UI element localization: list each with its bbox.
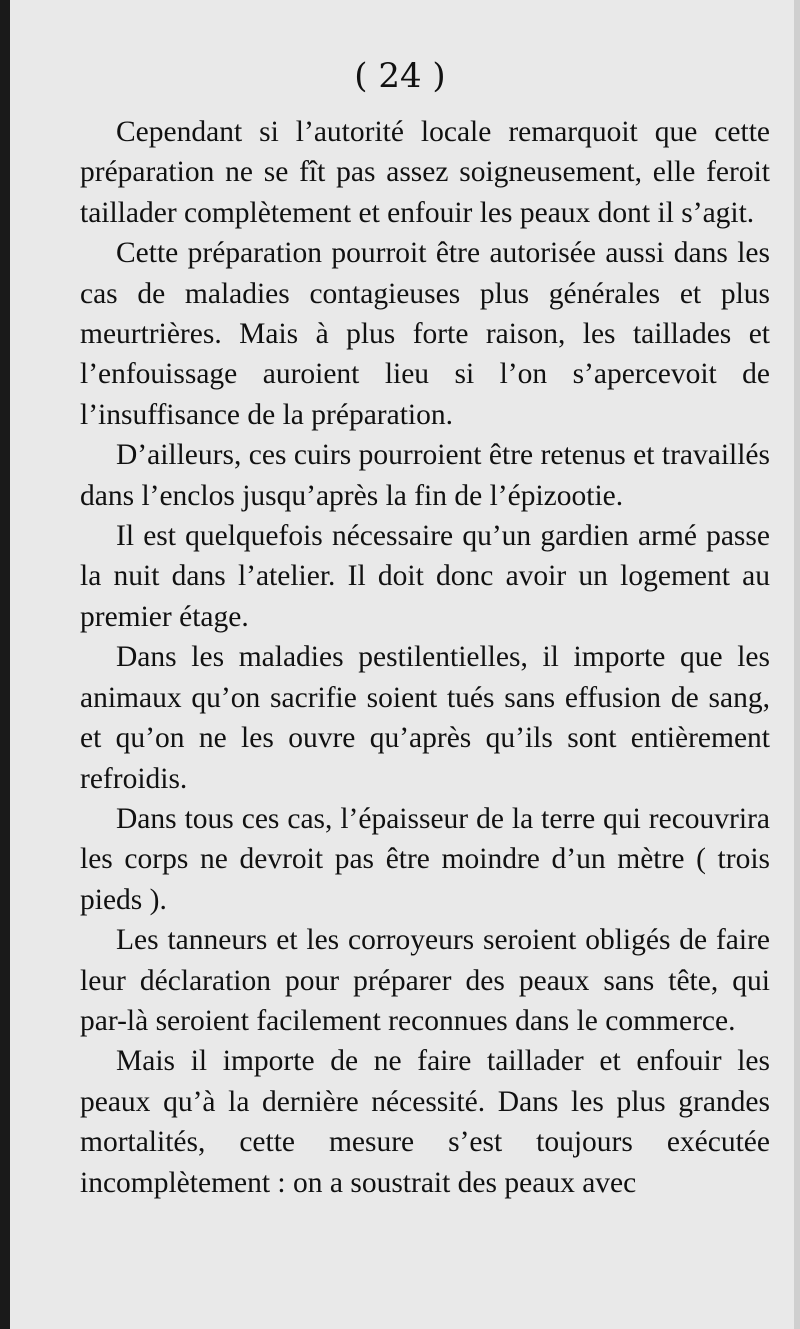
paragraph: Les tanneurs et les corroyeurs seroient obligés de faire leur déclaration pour préparer des peaux sans tête, qui par-là seroient facilement reconnues dans le commerce. — [80, 924, 770, 1037]
paragraph: Dans tous ces cas, l’épaisseur de la terre qui recouvrira les corps ne devroit pas être moindre d’un mètre ( trois pieds ). — [80, 802, 770, 916]
paragraph: Il est quelquefois nécessaire qu’un gardien armé passe la nuit dans l’atelier. Il doit donc avoir un logement au premier étage. — [80, 520, 770, 633]
body-text — [80, 112, 770, 1203]
page-edge-right — [794, 0, 800, 1329]
paragraph: D’ailleurs, ces cuirs pourroient être retenus et travaillés dans l’enclos jusqu’après la fin de l’épizootie. — [80, 439, 770, 512]
paragraph: Mais il importe de ne faire taillader et enfouir les peaux qu’à la dernière nécessité. Dans les plus grandes mortalités, cette mesure s’est toujours exécutée incomplètement : on a soustrait des peaux avec — [80, 1045, 770, 1199]
paragraph: Cette préparation pourroit être autorisée aussi dans les cas de maladies contagieuses plus générales et plus meurtrières. Mais à plus forte raison, les taillades et l’enfouissage auroient lieu si l’on s’apercevoit de l’insuffisance de la préparation. — [80, 237, 770, 431]
paragraph: Dans les maladies pestilentielles, il importe que les animaux qu’on sacrifie soient tués sans effusion de sang, et qu’on ne les ouvre qu’après qu’ils sont entièrement refroidis. — [80, 641, 770, 795]
paragraph: Cependant si l’autorité locale remarquoit que cette préparation ne se fît pas assez soigneusement, elle feroit taillader complètement et enfouir les peaux dont il s’agit. — [80, 116, 770, 229]
page-number: ( 24 ) — [354, 56, 446, 96]
page-edge-shadow-left — [0, 0, 10, 1329]
